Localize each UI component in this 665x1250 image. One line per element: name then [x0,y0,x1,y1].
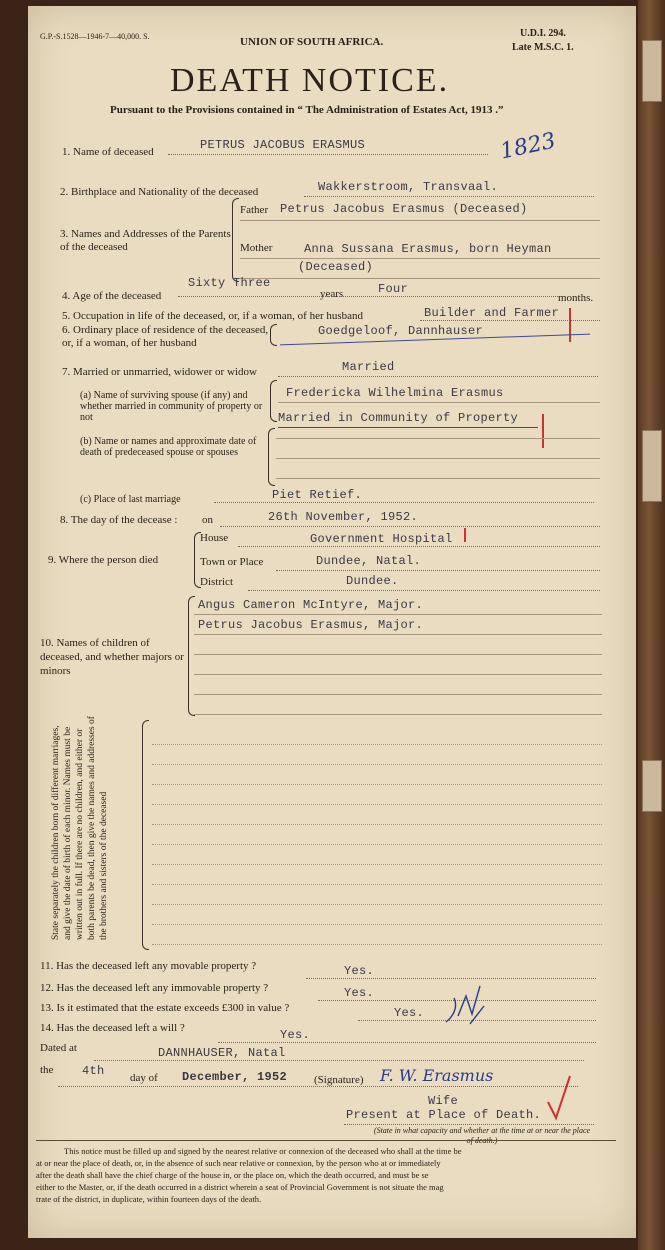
months-label: months. [558,292,594,304]
instruction-brace [142,720,149,950]
capacity-value-2: Present at Place of Death. [346,1108,542,1122]
dotted-line [420,320,600,321]
last-marriage-label: (c) Place of last marriage [80,494,181,505]
dotted-line [152,744,602,745]
immovable-label: 12. Has the deceased left any immovable property ? [40,982,269,994]
death-notice-form [28,6,636,1238]
dotted-line [238,546,600,547]
will-value: Yes. [280,1028,311,1042]
district-label: District [200,576,233,588]
predeceased-label: (b) Name or names and approximate date of death of predeceased spouse or spouses [80,436,257,458]
red-check-mark [464,528,466,542]
father-value: Petrus Jacobus Erasmus (Deceased) [280,202,528,216]
page-tab [642,760,662,812]
community-value: Married in Community of Property [278,411,519,425]
month-value: December, 1952 [182,1070,288,1084]
form-code: U.D.I. 294. [520,28,566,39]
ruled-line [240,278,600,279]
dotted-line [94,1060,584,1061]
footer-note-3: after the death shall have the chief charge of the house in, or the place on, which the death occurred, and must be se [36,1170,429,1180]
ruled-line [194,654,602,655]
spouse-value: Fredericka Wilhelmina Erasmus [286,386,504,400]
day-value: 4th [82,1064,105,1078]
mother-label: Mother [240,242,273,254]
capacity-value: Wife [428,1094,459,1108]
married-value: Married [342,360,395,374]
decease-day-value: 26th November, 1952. [268,510,419,524]
district-value: Dundee. [346,574,399,588]
footer-note-5: trate of the district, in duplicate, within fourteen days of the death. [36,1194,262,1204]
child-2: Petrus Jacobus Erasmus, Major. [198,618,424,632]
gov-print-code: G.P.-S.1528—1946-7—40,000. S. [40,32,150,41]
birthplace-value: Wakkerstroom, Transvaal. [318,180,499,194]
birthplace-label: 2. Birthplace and Nationality of the deceased [60,186,259,198]
movable-label: 11. Has the deceased left any movable property ? [40,960,257,972]
dotted-line [214,502,594,503]
dated-label: Dated at [40,1042,77,1054]
on-label: on [202,514,213,526]
handwritten-initials-mark [440,976,490,1032]
form-code-late: Late M.S.C. 1. [512,42,574,53]
dotted-line [152,844,602,845]
residence-brace [270,324,277,346]
dotted-line [278,376,598,377]
dotted-line [304,196,594,197]
immovable-value: Yes. [344,986,375,1000]
ruled-line [194,614,602,615]
occupation-label: 5. Occupation in life of the deceased, or, if a woman, of her husband [62,310,364,322]
age-label: 4. Age of the deceased [62,290,162,302]
dotted-line [248,590,600,591]
movable-value: Yes. [344,964,375,978]
dotted-line [344,1124,594,1125]
name-label: 1. Name of deceased [62,146,154,158]
red-check-mark [542,414,544,448]
dotted-line [168,154,488,155]
ruled-line [276,438,600,439]
age-years-value: Sixty Three [188,276,271,290]
footer-note-4: either to the Master, or, if the death occurred in a district wherein a seat of Provincial Government is not situate the mag [36,1182,444,1192]
children-label: 10. Names of children of deceased, and whether majors or minors [40,637,184,677]
dotted-line [152,884,602,885]
child-1: Angus Cameron McIntyre, Major. [198,598,424,612]
dated-value: DANNHAUSER, Natal [158,1046,286,1060]
ruled-line [276,458,600,459]
dotted-line [152,824,602,825]
town-label: Town or Place [200,556,264,568]
page-tab [642,40,662,102]
red-check-mark [569,308,571,342]
ruled-line [194,674,602,675]
dotted-line [152,864,602,865]
ruled-line [276,478,600,479]
parents-label: 3. Names and Addresses of the Parents of the deceased [60,228,231,253]
father-label: Father [240,204,269,216]
capacity-hint: (State in what capacity and whether at the time at or near the place of death.) [373,1126,591,1145]
adjacent-document-edge [638,0,665,1250]
day-of-label: day of [130,1072,158,1084]
residence-value: Goedgeloof, Dannhauser [318,324,484,338]
dotted-line [218,1042,596,1043]
footer-note-2: at or near the place of death, or, in the absence of such near relative or connexion, by the person who at or immediately [36,1158,441,1168]
married-label: 7. Married or unmarried, widower or widow [62,366,257,378]
ruled-line [194,634,602,635]
decease-day-label: 8. The day of the decease : [60,514,178,526]
the-label: the [40,1064,54,1076]
residence-label: 6. Ordinary place of residence of the deceased, or, if a woman, of her husband [62,324,269,349]
last-marriage-value: Piet Retief. [272,488,363,502]
predeceased-brace [268,428,275,486]
mother-value-2: (Deceased) [298,260,374,274]
name-value: PETRUS JACOBUS ERASMUS [200,138,366,152]
handwritten-reference-number: 1823 [498,128,558,165]
page-subtitle: Pursuant to the Provisions contained in “ The Administration of Estates Act, 1913 .” [110,104,504,116]
signature-label: (Signature) [314,1074,364,1086]
spouse-label: (a) Name of surviving spouse (if any) and whether married in community of property or not [80,390,263,423]
dotted-line [276,570,600,571]
house-value: Government Hospital [310,532,453,546]
red-tick-mark [544,1072,574,1122]
ruled-line [194,714,602,715]
page-title: DEATH NOTICE. [170,62,450,99]
underline-mark [278,427,538,428]
vertical-instruction: State separately the children born of different marriages, and give the date of birth of each minor. Names must be written out in full. If there are no children, and either or both parents be dead, then give the names and addresses of the brothers and sisters of the deceased [51,716,109,940]
ruled-line [240,258,600,259]
dotted-line [178,296,558,297]
estate-value: Yes. [394,1006,425,1020]
town-value: Dundee, Natal. [316,554,422,568]
occupation-value: Builder and Farmer [424,306,560,320]
house-label: House [200,532,229,544]
page-tab [642,430,662,502]
estate-label: 13. Is it estimated that the estate exceeds £300 in value ? [40,1002,290,1014]
years-label: years [320,288,344,300]
dotted-line [58,1086,578,1087]
mother-value: Anna Sussana Erasmus, born Heyman [304,242,552,256]
dotted-line [220,526,600,527]
age-months-value: Four [378,282,409,296]
ruled-line [278,402,600,403]
ruled-line [194,694,602,695]
dotted-line [152,804,602,805]
dotted-line [152,764,602,765]
footer-note-1: This notice must be filled up and signed by the nearest relative or connexion of the deceased who shall at the time be [64,1146,462,1156]
where-died-label: 9. Where the person died [48,554,159,566]
will-label: 14. Has the deceased left a will ? [40,1022,185,1034]
ruled-line [240,220,600,221]
spouse-brace [270,380,277,422]
dotted-line [152,784,602,785]
signature-value: F. W. Erasmus [380,1066,494,1085]
dotted-line [152,924,602,925]
footer-divider [36,1140,616,1141]
dotted-line [152,904,602,905]
union-heading: UNION OF SOUTH AFRICA. [240,36,384,48]
dotted-line [152,944,602,945]
